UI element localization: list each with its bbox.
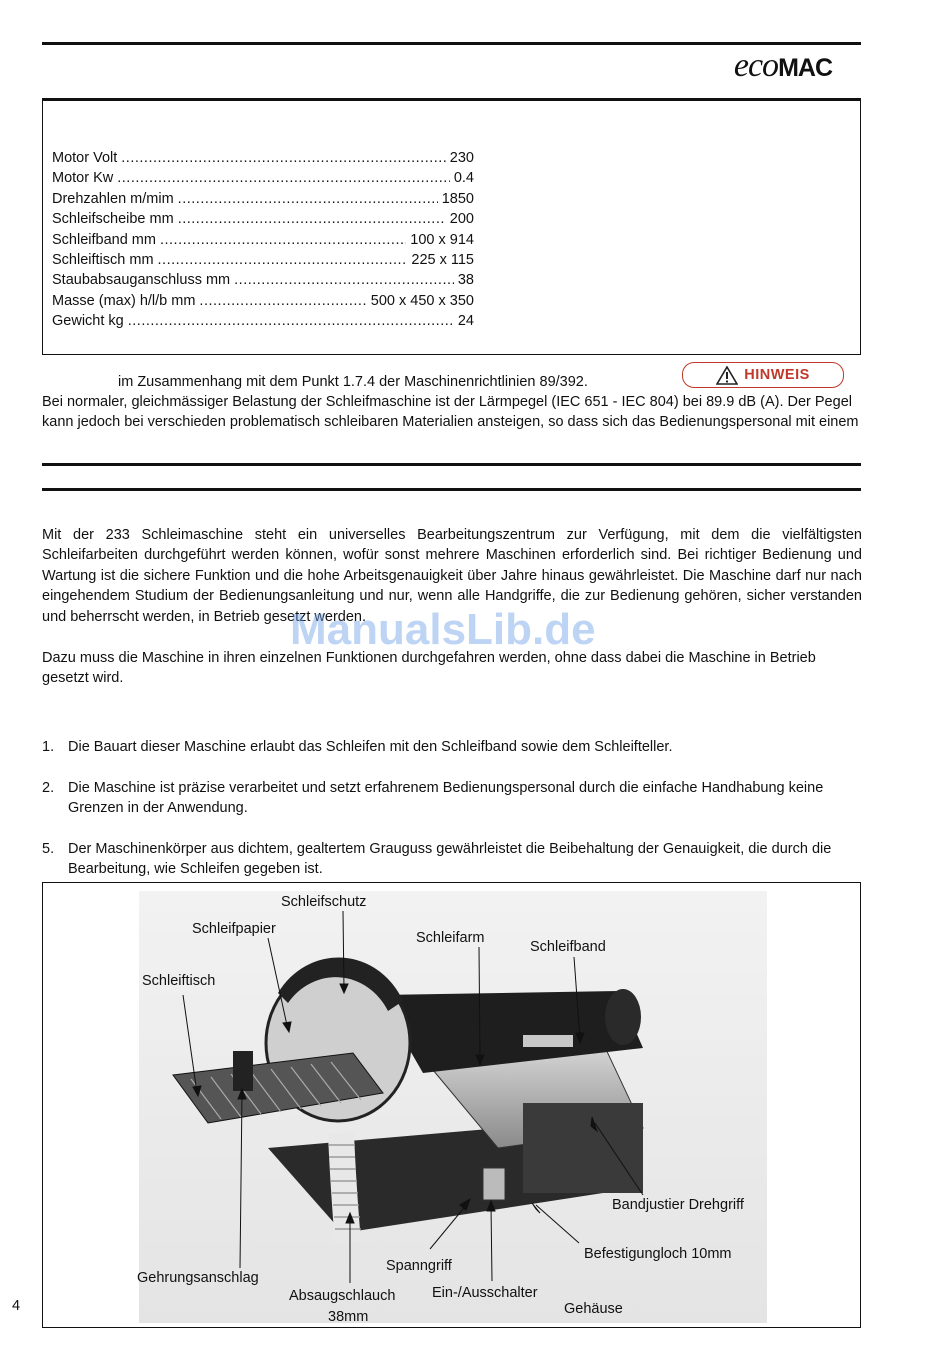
technical-data-box <box>42 100 861 355</box>
intro-paragraph-2: Dazu muss die Maschine in ihren einzelnen Funktionen durchgefahren werden, ohne dass dabei die Maschine in Betrieb gesetzt wird. <box>42 650 816 687</box>
noise-intro-line: im Zusammenhang mit dem Punkt 1.7.4 der Maschinenrichtlinien 89/392. <box>118 374 588 390</box>
label-spanngriff: Spanngriff <box>386 1258 452 1274</box>
label-ein-ausschalter: Ein-/Ausschalter <box>432 1285 538 1301</box>
machine-illustration <box>43 883 860 1327</box>
warning-icon <box>716 366 738 385</box>
belt-roller <box>605 989 641 1045</box>
top-rule <box>42 42 861 45</box>
machine-figure <box>42 882 861 1328</box>
dust-hose <box>341 1133 348 1243</box>
label-absaugschlauch: Absaugschlauch <box>289 1288 396 1304</box>
hinweis-label: HINWEIS <box>744 367 810 383</box>
housing-side <box>523 1103 643 1193</box>
belt-label <box>523 1035 573 1047</box>
label-absaugschlauch-size: 38mm <box>328 1309 369 1325</box>
spec-row: Motor Volt ..... 230 <box>52 148 474 168</box>
ecomac-logo <box>733 47 832 84</box>
label-schleifschutz: Schleifschutz <box>281 894 367 910</box>
label-schleiftisch: Schleiftisch <box>142 973 216 989</box>
label-bandjustier-drehgriff: Bandjustier Drehgriff <box>612 1197 744 1213</box>
label-schleifpapier: Schleifpapier <box>192 921 276 937</box>
page-number: 4 <box>12 1298 21 1314</box>
logo-eco: eco <box>733 47 779 84</box>
spec-row: Schleifscheibe mm ..... 200 <box>52 209 474 229</box>
label-schleifarm: Schleifarm <box>416 930 485 946</box>
logo-mac: MAC <box>778 54 832 82</box>
miter-gauge <box>233 1051 253 1091</box>
section-rule-1 <box>42 463 861 466</box>
list-item: 1. Die Bauart dieser Maschine erlaubt das Schleifen mit den Schleifband sowie dem Schleifteller. <box>42 739 673 755</box>
label-befestigungsloch: Befestigungloch 10mm <box>584 1246 732 1262</box>
spec-row: Drehzahlen m/mim ..... 1850 <box>52 189 474 209</box>
intro-paragraph-1: Mit der 233 Schleimaschine steht ein universelles Bearbeitungszentrum zur Verfügung, mit dem die vielfältigsten Schleifarbeiten durchgeführt werden können, wofür sonst mehrere Maschinen erforderlich sind. Bei richtiger Bedienung und Wartung ist die sichere Funktion und die hohe Arbeitsgenauigkeit über Jahre hinaus gewährleistet. Die Maschine darf nur nach eingehendem Studium der Bedienungsanleitung und nur, wenn alle Handgriffe, die zur Bedienung gehören, sicher verstanden und beherrscht werden, in Betrieb gesetzt werden. <box>42 527 862 625</box>
section-rule-2 <box>42 488 861 491</box>
power-switch <box>483 1168 505 1200</box>
spec-row: Schleifband mm ..... 100 x 914 <box>52 230 474 250</box>
label-gehrungsanschlag: Gehrungsanschlag <box>137 1270 259 1286</box>
label-gehaeuse: Gehäuse <box>564 1301 623 1317</box>
hinweis-badge <box>682 362 844 388</box>
spec-row: Motor Kw ..... 0.4 <box>52 168 474 188</box>
spec-row: Staubabsauganschluss mm ..... 38 <box>52 270 474 290</box>
spec-row: Masse (max) h/l/b mm ..... 500 x 450 x 350 <box>52 291 474 311</box>
spec-list <box>52 148 474 332</box>
noise-paragraph: Bei normaler, gleichmässiger Belastung der Schleifmaschine ist der Lärmpegel (IEC 651 - IEC 804) bei 89.9 dB (A). Der Pegel kann jedoch bei verschieden problematisch schleibaren Materialien ansteigen, so dass sich das Bedienungspersonal mit einem <box>42 394 859 431</box>
list-item: 5. Der Maschinenkörper aus dichtem, gealtertem Grauguss gewährleistet die Beibehaltung der Genauigkeit, die durch die Bearbeitung, wie Schleifen gegeben ist. <box>42 841 832 878</box>
label-schleifband: Schleifband <box>530 939 606 955</box>
list-item: 2. Die Maschine ist präzise verarbeitet und setzt erfahrenem Bedienungspersonal durch die einfache Handhabung keine Grenzen in der Anwendung. <box>42 780 824 817</box>
spec-row: Schleiftisch mm ..... 225 x 115 <box>52 250 474 270</box>
watermark: ManualsLib.de <box>290 605 596 654</box>
spec-row: Gewicht kg ..... 24 <box>52 311 474 331</box>
